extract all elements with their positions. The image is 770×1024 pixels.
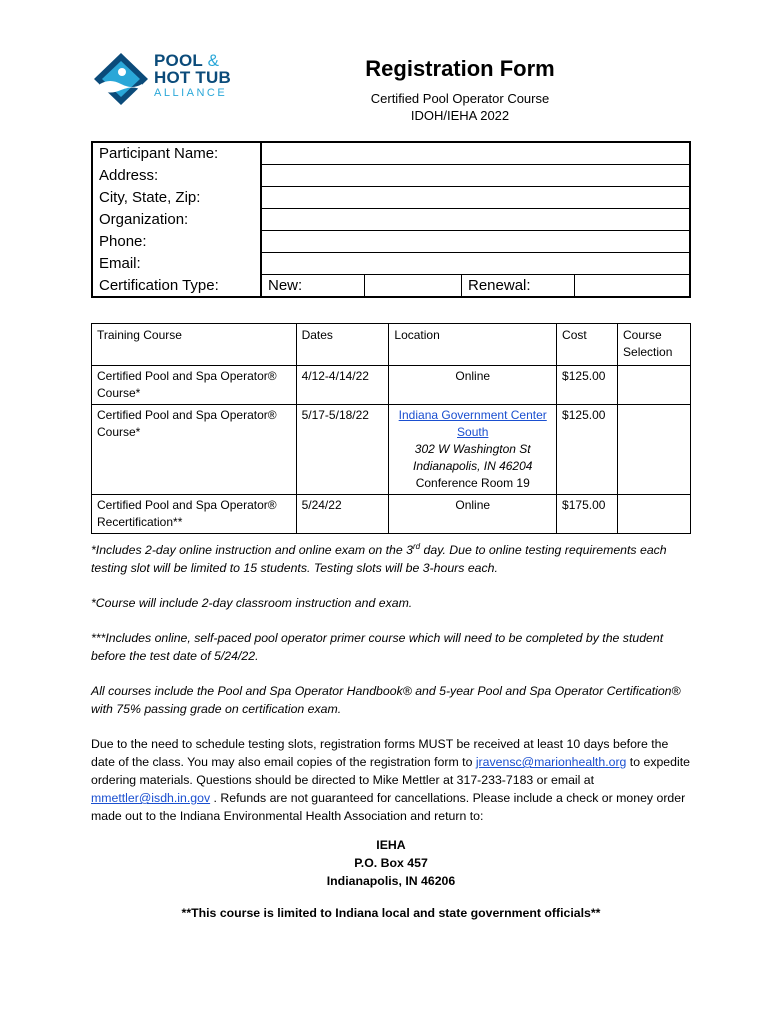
organization-field[interactable]: [261, 209, 690, 231]
form-subtitle: Certified Pool Operator Course IDOH/IEHA 2022: [370, 91, 550, 123]
course-location: Online: [389, 366, 557, 405]
address-label: Address:: [92, 165, 261, 187]
phone-label: Phone:: [92, 231, 261, 253]
course-table-header: [92, 324, 691, 366]
mailing-address: IEHA P.O. Box 457 Indianapolis, IN 46206: [326, 838, 456, 888]
email-link-mmettler[interactable]: mmettler@isdh.in.gov: [91, 791, 211, 806]
course-selection-cell[interactable]: [618, 366, 691, 405]
phone-field[interactable]: [261, 231, 690, 253]
note-handbook: All courses include the Pool and Spa Operator Handbook® and 5-year Pool and Spa Operator Certification® with 75% passing grade on certification exam.: [91, 684, 681, 717]
renewal-checkbox-field[interactable]: [575, 275, 691, 298]
course-dates: 5/17-5/18/22: [296, 405, 389, 495]
new-label: New:: [261, 275, 365, 298]
course-table: [91, 323, 691, 534]
course-selection-cell[interactable]: [618, 405, 691, 495]
notes-section: [91, 538, 691, 842]
pool-hot-tub-alliance-logo: [90, 50, 290, 110]
new-checkbox-field[interactable]: [365, 275, 462, 298]
logo-wordmark: POOL & HOT TUB ALLIANCE: [154, 51, 231, 99]
header-training-course: Training Course: [92, 324, 297, 366]
note-registration-instructions: Due to the need to schedule testing slots, registration forms MUST be received at least 10 days before the date of the class. You may also email copies of the registration form to jravensc@marionhealth.org to expedite ordering materials. Questions should be directed to Mike Mettler at 317-233-7183 or email at mmettler@isdh.in.gov . Refunds are not guaranteed for cancellations. Please include a check or money order made out to the Indiana Environmental Health Association and return to:: [91, 737, 690, 824]
course-name: Certified Pool and Spa Operator® Recertification**: [92, 495, 297, 534]
course-cost: $125.00: [557, 405, 618, 495]
note-recertification: ***Includes online, self-paced pool operator primer course which will need to be completed by the student before the test date of 5/24/22.: [91, 631, 664, 664]
city-state-zip-label: City, State, Zip:: [92, 187, 261, 209]
form-header: [300, 56, 620, 124]
renewal-label: Renewal:: [462, 275, 575, 298]
form-title: Registration Form: [365, 56, 555, 81]
header-location: Location: [389, 324, 557, 366]
email-field[interactable]: [261, 253, 690, 275]
header-cost: Cost: [557, 324, 618, 366]
participant-name-field[interactable]: [261, 142, 690, 165]
table-row: [92, 405, 691, 495]
course-name: Certified Pool and Spa Operator® Course*: [92, 366, 297, 405]
pool-logo-icon: [90, 50, 152, 108]
course-location: Indiana Government Center South 302 W Washington St Indianapolis, IN 46204 Conference Room 19: [389, 405, 557, 495]
course-name: Certified Pool and Spa Operator® Course*: [92, 405, 297, 495]
limit-note: **This course is limited to Indiana local and state government officials**: [181, 906, 601, 920]
participant-name-label: Participant Name:: [92, 142, 261, 165]
participant-info-table: [91, 141, 691, 298]
note-classroom-course: *Course will include 2-day classroom instruction and exam.: [91, 596, 413, 611]
header-dates: Dates: [296, 324, 389, 366]
course-dates: 5/24/22: [296, 495, 389, 534]
course-cost: $175.00: [557, 495, 618, 534]
certification-type-label: Certification Type:: [92, 275, 261, 298]
course-dates: 4/12-4/14/22: [296, 366, 389, 405]
organization-label: Organization:: [92, 209, 261, 231]
location-link[interactable]: Indiana Government Center South: [398, 408, 547, 439]
course-cost: $125.00: [557, 366, 618, 405]
course-location: Online: [389, 495, 557, 534]
header-course-selection: Course Selection: [618, 324, 691, 366]
note-online-course: *Includes 2-day online instruction and online exam on the 3rd day. Due to online testing requirements each testing slot will be limited to 15 students. Testing slots will be 3-hours each.: [91, 542, 667, 576]
table-row: [92, 495, 691, 534]
address-field[interactable]: [261, 165, 690, 187]
city-state-zip-field[interactable]: [261, 187, 690, 209]
course-selection-cell[interactable]: [618, 495, 691, 534]
email-link-jravensc[interactable]: jravensc@marionhealth.org: [475, 755, 627, 770]
table-row: [92, 366, 691, 405]
email-label: Email:: [92, 253, 261, 275]
